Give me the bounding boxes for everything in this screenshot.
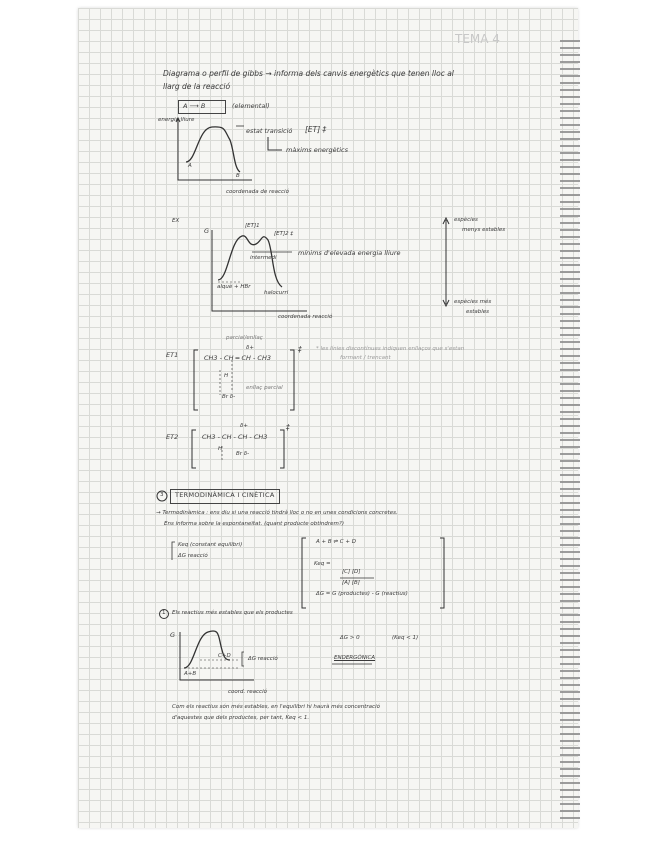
keq-label: Keq =	[314, 561, 331, 567]
et1-h: H	[224, 373, 229, 379]
section3-title: TERMODINÀMICA I CINÈTICA	[175, 491, 275, 499]
et1-note: enllaç parcial	[246, 385, 283, 391]
et2-bracket-left	[192, 430, 196, 468]
conclusion-line-1: Com els reactius són més estables, en l'equilibri hi haurà més concentració	[172, 704, 380, 710]
thermo-dg: ΔG reacció	[178, 553, 208, 559]
estat-transicio: estat transició	[246, 127, 293, 135]
ex-label: EX	[172, 218, 180, 224]
ex-product: halocurri	[264, 290, 289, 296]
point1-number: 1	[162, 610, 166, 616]
point1-ab: A+B	[184, 671, 197, 677]
ex-et2: [ET]2 ‡	[274, 231, 294, 237]
point1-title: Els reactius més estables que els productes	[172, 610, 293, 616]
thermo-line-1: → Termodinàmica : ens diu si una reacció tindrà lloc o no en unes condicions concretes.	[156, 510, 398, 516]
point1-curve	[184, 631, 230, 668]
ex-reactants: alquè + HBr	[217, 284, 251, 290]
ex-x-label: coordenada reacció	[278, 314, 333, 320]
elemental-point-b: B	[236, 173, 240, 179]
conclusion-line-2: d'aquestes que dels productes, per tant, Keq < 1.	[172, 715, 310, 721]
et2-dagger: ‡	[286, 423, 290, 432]
et2-delta-plus: δ+	[240, 423, 248, 429]
elemental-x-label: coordenada de reacció	[226, 189, 289, 195]
et1-bracket-left	[194, 350, 198, 410]
et-mark: [ET] ‡	[305, 125, 327, 134]
et1-side-note-2: formant / trencant	[340, 355, 391, 361]
ex-et1: [ET]1	[245, 223, 260, 229]
point1-axis-g: G	[170, 631, 176, 639]
elemental-curve	[186, 127, 240, 172]
dg-gt-zero: ΔG > 0	[340, 635, 360, 641]
et1-br: Br δ-	[222, 394, 236, 400]
et2-label: ET2	[166, 433, 179, 441]
et1-above: parcial/enllaç	[226, 335, 263, 341]
esp-bot-1: espècies més	[454, 299, 492, 305]
keq-lt-one: (Keq < 1)	[392, 635, 419, 641]
thermo-keq: Keq (constant equilibri)	[178, 542, 243, 548]
thermo-bracket-right	[440, 538, 444, 608]
dg-formula: ΔG = G (productes) - G (reactius)	[316, 591, 408, 597]
thermo-line-2: Ens informa sobre la espontaneïtat. (quant producte obtindrem?)	[164, 521, 344, 527]
endergonica: ENDERGÒNICA	[334, 655, 376, 661]
intro-line-1: Diagrama o perfil de gibbs → informa dels canvis energètics que tenen lloc al	[163, 69, 454, 78]
elemental-y-label: energia lliure	[158, 117, 195, 123]
keq-numerator: [C] [D]	[342, 569, 361, 575]
minims-energy: mínims d'elevada energia lliure	[298, 249, 401, 257]
elemental-point-a: A	[188, 163, 192, 169]
et2-br: Br δ-	[236, 451, 250, 457]
et2-bracket-right	[280, 430, 284, 468]
esp-top-1: espècies	[454, 217, 478, 223]
et1-structure: CH3 - CH ═ CH - CH3	[204, 354, 271, 362]
point1-x-label: coord. reacció	[228, 689, 267, 695]
maxims-energetics: màxims energètics	[286, 146, 348, 154]
ghost-heading: TEMA 4	[455, 32, 500, 46]
intro-line-2: llarg de la reacció	[163, 82, 231, 91]
ex-intermediate: intermedi	[250, 255, 277, 261]
et2-h: H	[218, 446, 223, 452]
elemental-tag: (elemental)	[232, 102, 270, 110]
ex-axis-g: G	[204, 227, 210, 235]
thermo-bracket-left	[302, 538, 306, 608]
elemental-reaction: A ⟶ B	[183, 102, 206, 110]
et1-dagger: ‡	[298, 345, 302, 354]
esp-bot-2: estables	[466, 309, 490, 315]
et2-structure: CH3 - CH - CH - CH3	[202, 433, 268, 441]
point1-dg-reaccio: ΔG reacció	[248, 656, 278, 662]
et1-side-note-1: * les línies discontínues indiquen enllaços que s'estan	[316, 346, 465, 352]
section3-number: 3	[160, 492, 164, 498]
et1-bracket-right	[290, 350, 294, 410]
point1-cd: C+D	[218, 653, 231, 659]
keq-denominator: [A] [B]	[342, 580, 360, 586]
et1-label: ET1	[166, 351, 179, 359]
esp-top-2: menys estables	[462, 227, 506, 233]
eq-reaction: A + B ⇌ C + D	[316, 539, 356, 545]
et1-delta-plus: δ+	[246, 345, 254, 351]
